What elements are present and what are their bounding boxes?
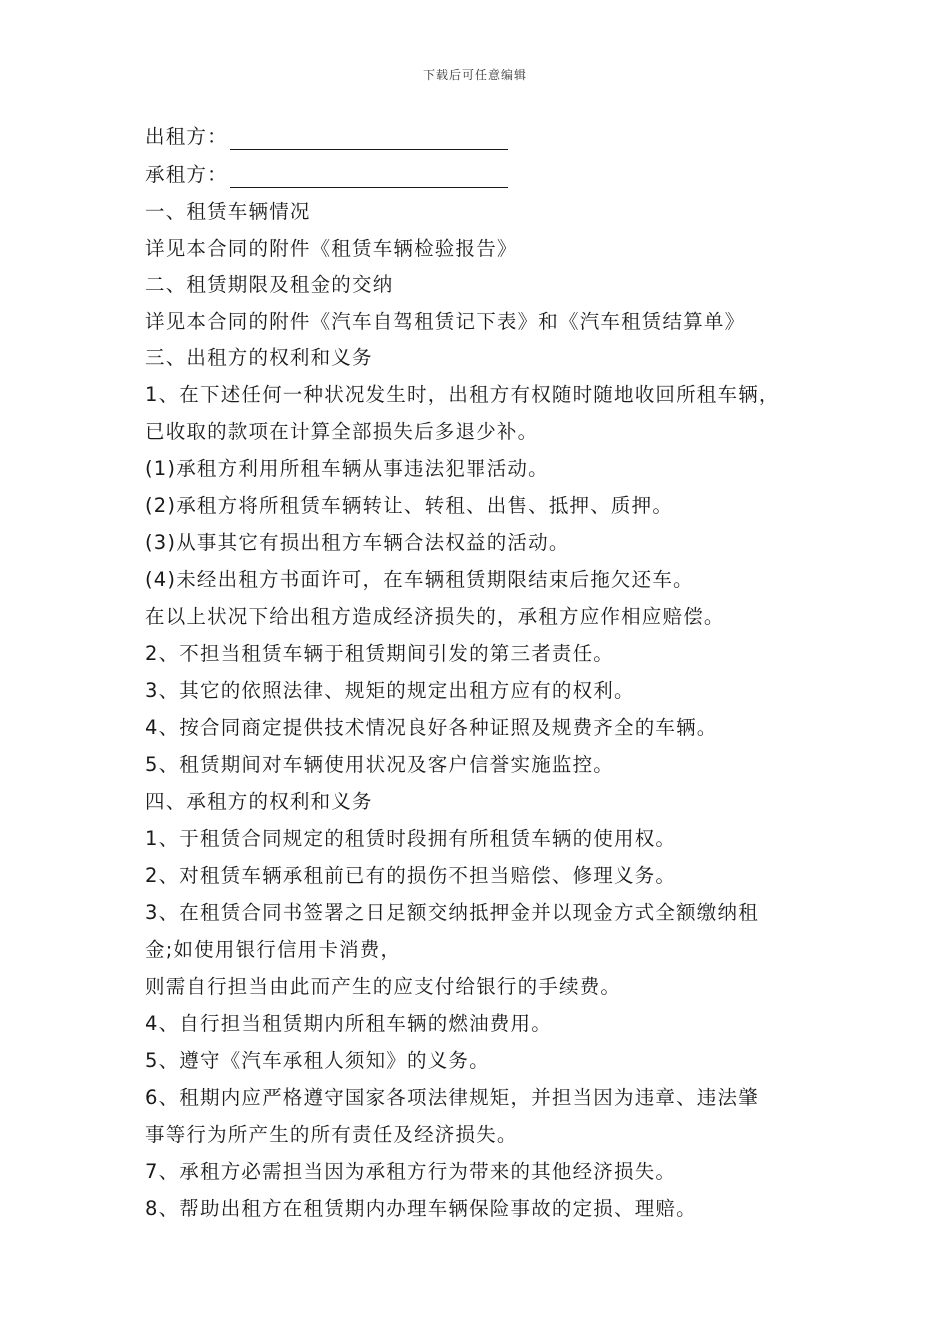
clause-line: 详见本合同的附件《汽车自驾租赁记下表》和《汽车租赁结算单》	[145, 310, 746, 333]
clause-line: 则需自行担当由此而产生的应支付给银行的手续费。	[145, 975, 622, 998]
section-heading: 二、租赁期限及租金的交纳	[145, 273, 394, 296]
clause-line: 5、租赁期间对车辆使用状况及客户信誉实施监控。	[145, 753, 615, 776]
clause-line: (1)承租方利用所租车辆从事违法犯罪活动。	[145, 457, 549, 480]
clause-line: 2、对租赁车辆承租前已有的损伤不担当赔偿、修理义务。	[145, 864, 677, 887]
clause-line: 6、租期内应严格遵守国家各项法律规矩，并担当因为违章、违法肇	[145, 1086, 759, 1109]
clause-line: 3、在租赁合同书签署之日足额交纳抵押金并以现金方式全额缴纳租	[145, 901, 759, 924]
clause-line: 四、承租方的权利和义务	[145, 790, 373, 813]
clause-line: 4、按合同商定提供技术情况良好各种证照及规费齐全的车辆。	[145, 716, 718, 739]
lessor-blank-field[interactable]	[230, 125, 508, 150]
clause-line: 1、在下述任何一种状况发生时，出租方有权随时随地收回所租车辆，	[145, 383, 780, 406]
section-heading: 一、租赁车辆情况	[145, 200, 311, 223]
clause-line: 8、帮助出租方在租赁期内办理车辆保险事故的定损、理赔。	[145, 1197, 697, 1220]
clause-line: (3)从事其它有损出租方车辆合法权益的活动。	[145, 531, 570, 554]
clause-line: 2、不担当租赁车辆于租赁期间引发的第三者责任。	[145, 642, 615, 665]
lessee-line	[145, 156, 845, 194]
clause-line: 详见本合同的附件《租赁车辆检验报告》	[145, 237, 518, 260]
section-heading: 三、出租方的权利和义务	[145, 346, 373, 369]
clause-line: 4、自行担当租赁期内所租车辆的燃油费用。	[145, 1012, 552, 1035]
contract-clauses	[145, 194, 845, 1227]
lessor-label: 出租方：	[145, 125, 228, 148]
clause-line: 已收取的款项在计算全部损失后多退少补。	[145, 420, 539, 443]
clause-line: (4)未经出租方书面许可，在车辆租赁期限结束后拖欠还车。	[145, 568, 694, 591]
clause-line: 金;如使用银行信用卡消费，	[145, 938, 402, 961]
clause-line: 5、遵守《汽车承租人须知》的义务。	[145, 1049, 490, 1072]
lessee-label: 承租方：	[145, 163, 228, 186]
clause-line: 3、其它的依照法律、规矩的规定出租方应有的权利。	[145, 679, 635, 702]
clause-line: 在以上状况下给出租方造成经济损失的，承租方应作相应赔偿。	[145, 605, 725, 628]
page-header-note: 下载后可任意编辑	[422, 68, 527, 82]
lessee-blank-field[interactable]	[230, 163, 508, 188]
clause-line: 事等行为所产生的所有责任及经济损失。	[145, 1123, 518, 1146]
lessor-line	[145, 118, 845, 156]
clause-line: (2)承租方将所租赁车辆转让、转租、出售、抵押、质押。	[145, 494, 674, 517]
clause-line: 7、承租方必需担当因为承租方行为带来的其他经济损失。	[145, 1160, 677, 1183]
contract-body	[145, 118, 845, 1227]
clause-line: 1、于租赁合同规定的租赁时段拥有所租赁车辆的使用权。	[145, 827, 677, 850]
